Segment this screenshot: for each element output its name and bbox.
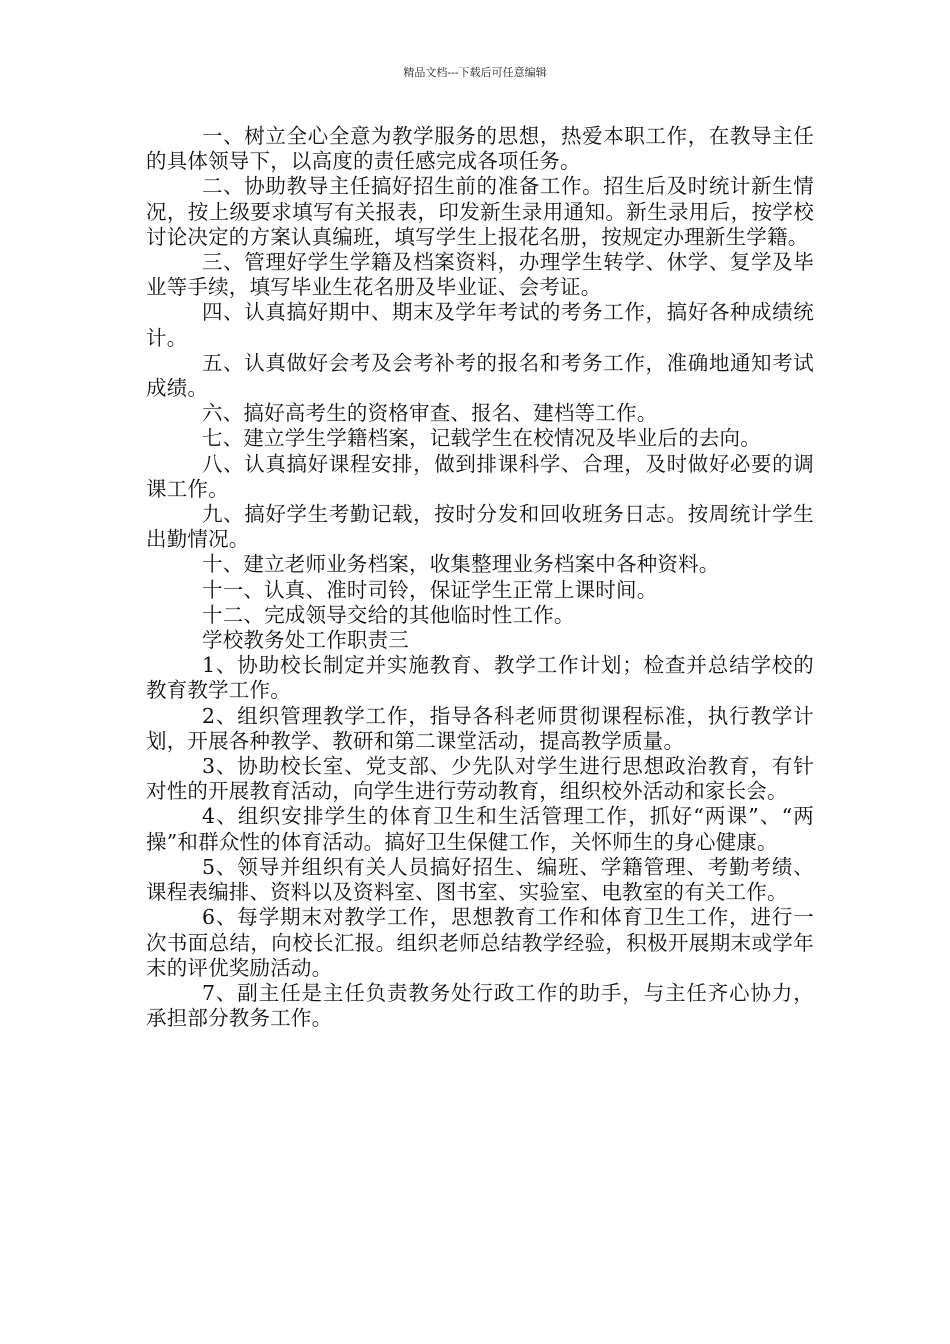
document-body (146, 124, 814, 1031)
duty-item-6: 6、每学期末对教学工作，思想教育工作和体育卫生工作，进行一次书面总结，向校长汇报。组织老师总结教学经验，积极开展期末或学年末的评优奖励活动。 (146, 905, 814, 980)
paragraph-8: 八、认真搞好课程安排，做到排课科学、合理，及时做好必要的调课工作。 (146, 451, 814, 501)
duty-item-7: 7、副主任是主任负责教务处行政工作的助手，与主任齐心协力，承担部分教务工作。 (146, 980, 814, 1031)
paragraph-3: 三、管理好学生学籍及档案资料，办理学生转学、休学、复学及毕业等手续，填写毕业生花名册及毕业证、会考证。 (146, 250, 814, 300)
paragraph-11: 十一、认真、准时司铃，保证学生正常上课时间。 (202, 577, 658, 602)
duty-item-2: 2、组织管理教学工作，指导各科老师贯彻课程标准，执行教学计划，开展各种教学、教研和第二课堂活动，提高教学质量。 (146, 703, 814, 753)
paragraph-5: 五、认真做好会考及会考补考的报名和考务工作，准确地通知考试成绩。 (146, 350, 814, 401)
duty-item-3: 3、协助校长室、党支部、少先队对学生进行思想政治教育，有针对性的开展教育活动，向学生进行劳动教育，组织校外活动和家长会。 (146, 754, 814, 804)
paragraph-10: 十、建立老师业务档案，收集整理业务档案中各种资料。 (202, 552, 720, 577)
paragraph-6: 六、搞好高考生的资格审查、报名、建档等工作。 (202, 401, 658, 426)
section-heading: 学校教务处工作职责三 (202, 628, 409, 653)
page-header: 精品文档---下载后可任意编辑 (403, 66, 547, 79)
duty-item-5: 5、领导并组织有关人员搞好招生、编班、学籍管理、考勤考绩、课程表编排、资料以及资料室、图书室、实验室、电教室的有关工作。 (146, 854, 814, 905)
duty-item-1: 1、协助校长制定并实施教育、教学工作计划；检查并总结学校的教育教学工作。 (146, 653, 814, 703)
duty-item-4: 4、组织安排学生的体育卫生和生活管理工作，抓好“两课”、“两操”和群众性的体育活动。搞好卫生保健工作，关怀师生的身心健康。 (146, 804, 814, 854)
paragraph-7: 七、建立学生学籍档案，记载学生在校情况及毕业后的去向。 (202, 426, 761, 451)
paragraph-12: 十二、完成领导交给的其他临时性工作。 (202, 602, 575, 627)
paragraph-2: 二、协助教导主任搞好招生前的准备工作。招生后及时统计新生情况，按上级要求填写有关报表，印发新生录用通知。新生录用后，按学校讨论决定的方案认真编班，填写学生上报花名册，按规定办理新生学籍。 (146, 174, 814, 249)
paragraph-4: 四、认真搞好期中、期末及学年考试的考务工作，搞好各种成绩统计。 (146, 300, 814, 350)
paragraph-9: 九、搞好学生考勤记载，按时分发和回收班务日志。按周统计学生出勤情况。 (146, 502, 814, 552)
paragraph-1: 一、树立全心全意为教学服务的思想，热爱本职工作，在教导主任的具体领导下，以高度的责任感完成各项任务。 (146, 124, 814, 174)
